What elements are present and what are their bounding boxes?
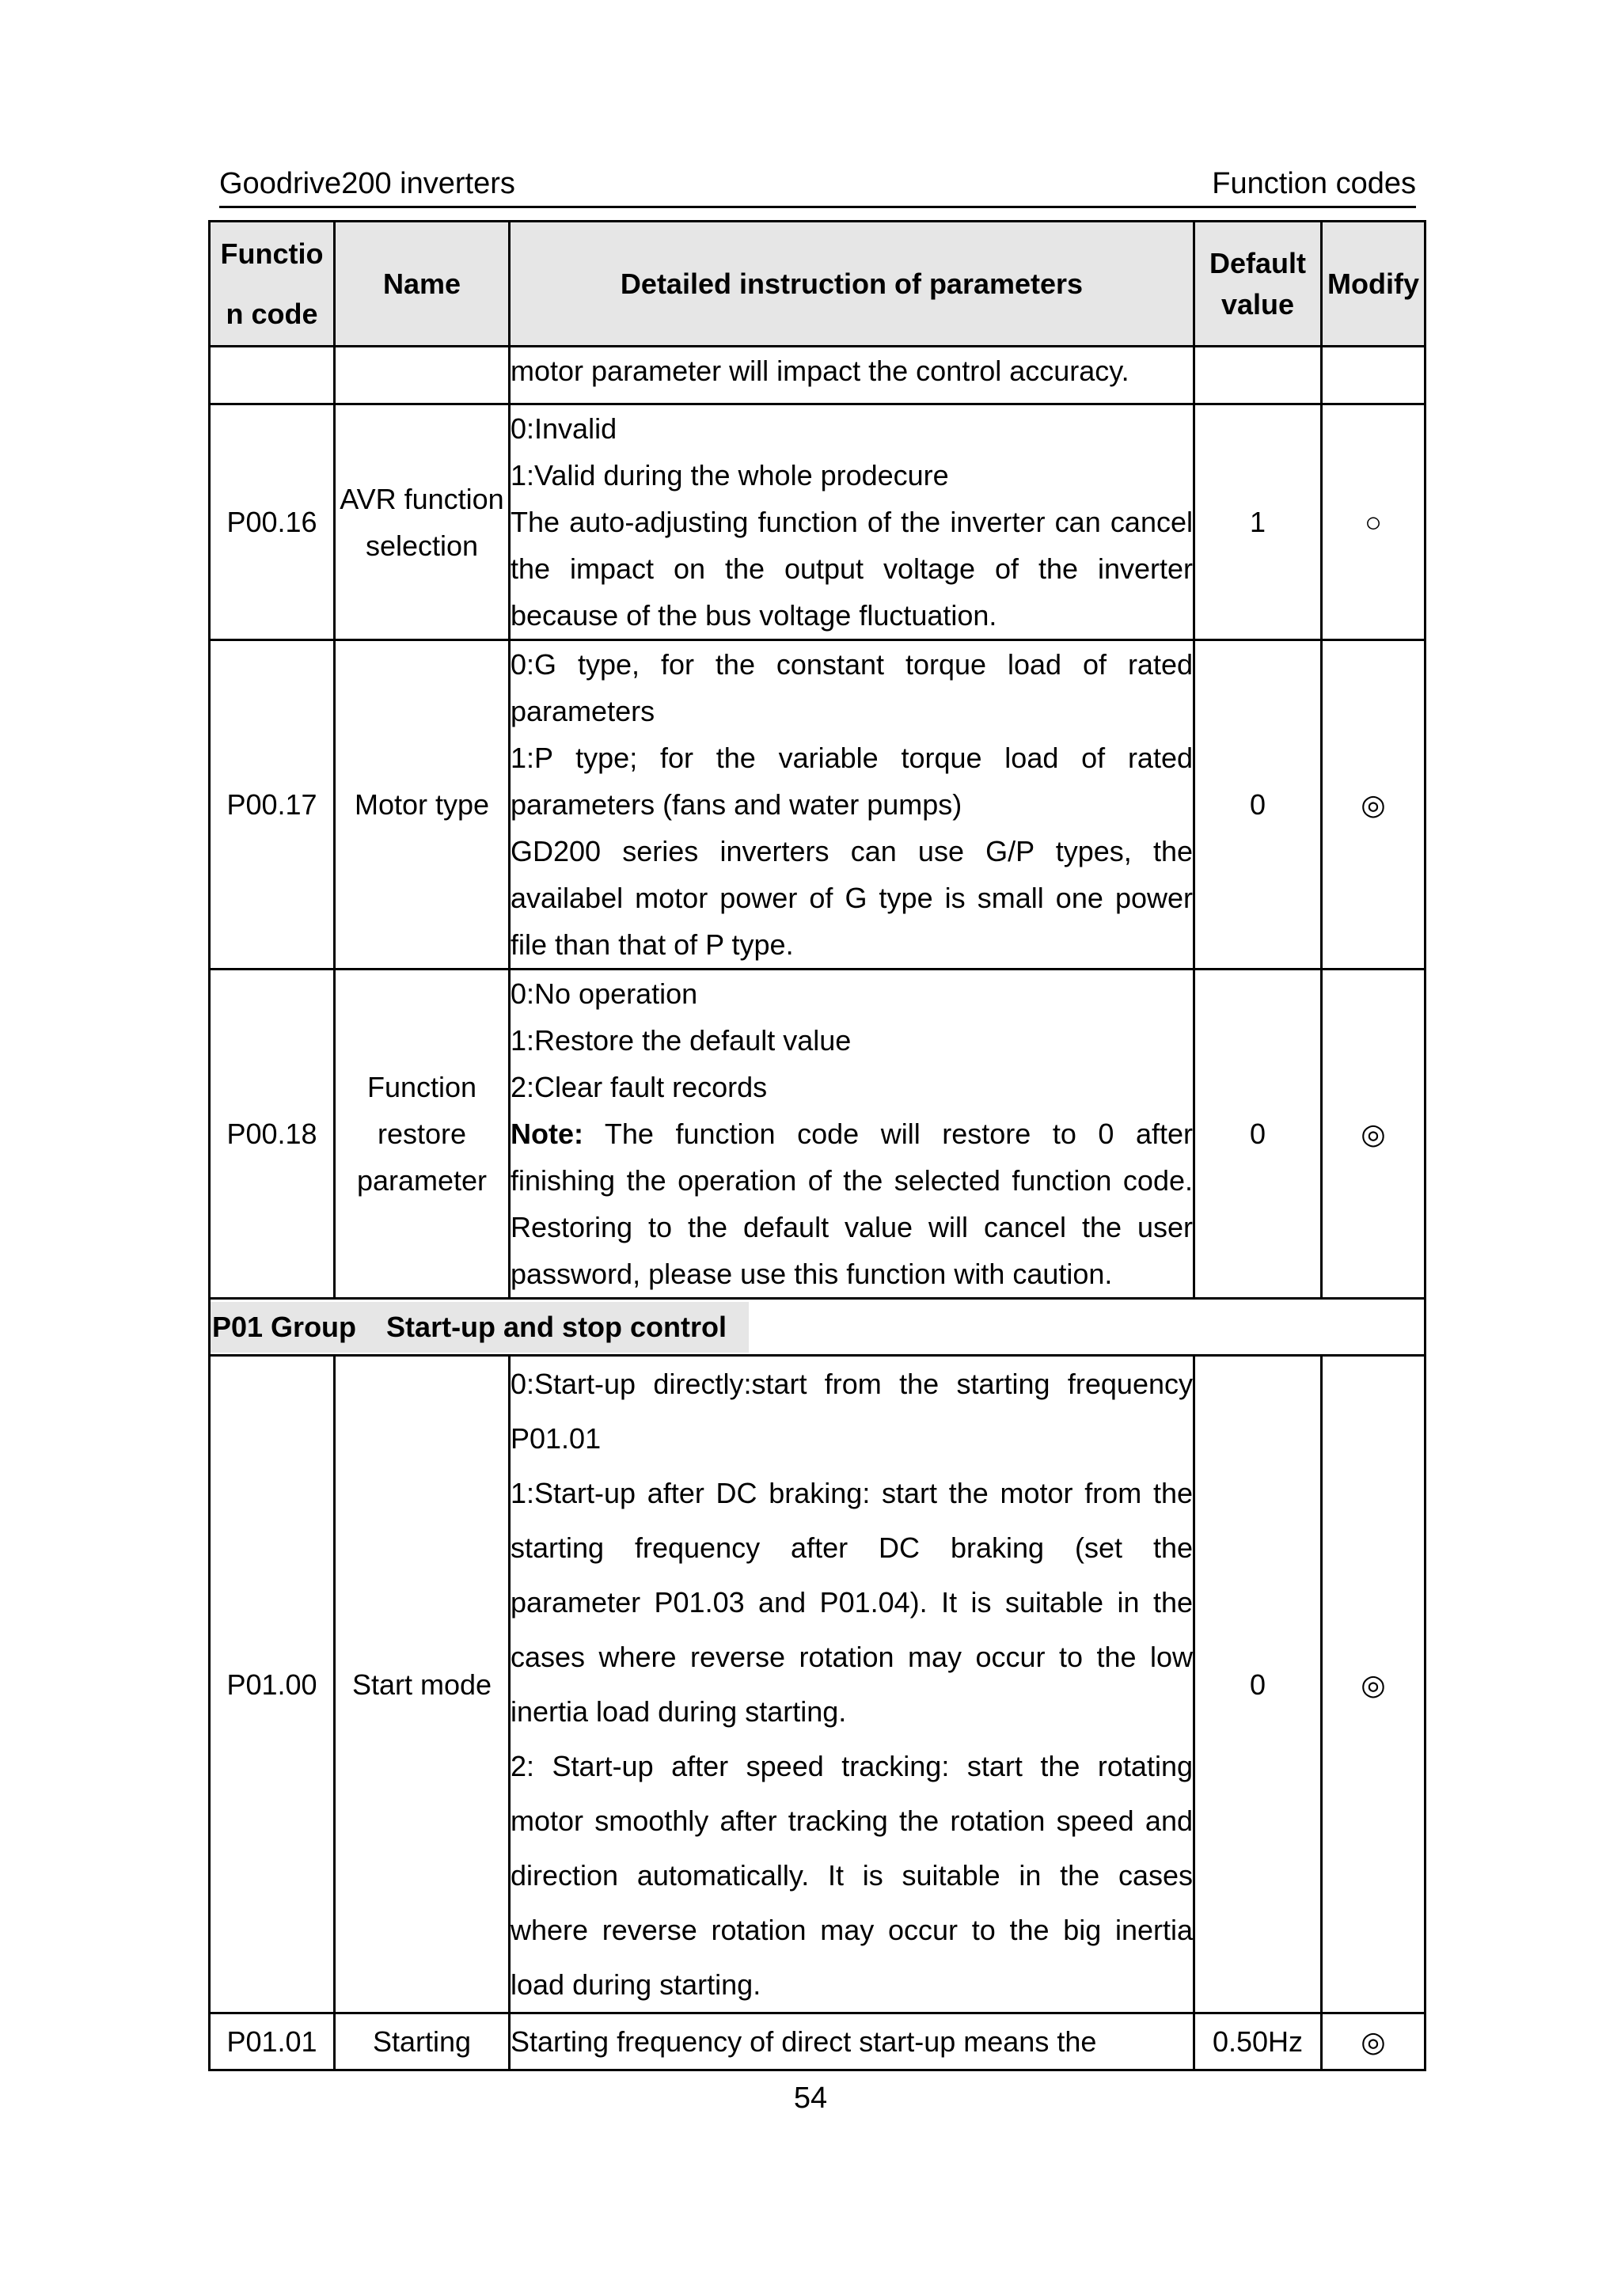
parameter-name: AVR function selection — [335, 404, 510, 640]
default-value: 0.50Hz — [1194, 2013, 1322, 2070]
document-title: Goodrive200 inverters — [219, 167, 515, 200]
description-line: 1:P type; for the variable torque load of rated parameters (fans and water pumps) — [511, 742, 1193, 821]
modify-symbol: ◎ — [1322, 2013, 1425, 2070]
group-header-row — [210, 1299, 1425, 1356]
description-line: 1:Valid during the whole prodecure — [511, 459, 949, 491]
parameter-table — [208, 220, 1426, 2071]
description-line: 0:G type, for the constant torque load of rated parameters — [511, 648, 1193, 727]
function-code: P00.16 — [210, 404, 335, 640]
empty-cell — [335, 347, 510, 404]
description-line: 0:No operation — [511, 977, 698, 1010]
empty-cell — [1322, 347, 1425, 404]
group-header — [210, 1299, 1425, 1356]
table-row-p00-18 — [210, 970, 1425, 1299]
note-paragraph — [511, 1110, 1193, 1297]
description-line: 1:Restore the default value — [511, 1024, 852, 1057]
description-line: GD200 series inverters can use G/P types, the availabel motor power of G type is small one power file than that of P type. — [511, 835, 1193, 961]
page-header — [219, 165, 1416, 208]
empty-cell — [210, 347, 335, 404]
table-row-p01-00 — [210, 1356, 1425, 2013]
section-title: Function codes — [1212, 167, 1416, 200]
modify-symbol: ◎ — [1322, 640, 1425, 970]
parameter-name: Function restore parameter — [335, 970, 510, 1299]
table-row-p01-01 — [210, 2013, 1425, 2070]
description-line: 0:Start-up directly:start from the starting frequency P01.01 — [511, 1368, 1193, 1455]
description-line: 1:Start-up after DC braking: start the motor from the starting frequency after DC braking (set the parameter P01.03 and P01.04). It is suitable in the cases where reverse rotation may occur to the low inertia load during starting. — [511, 1477, 1193, 1728]
description-line: The auto-adjusting function of the inverter can cancel the impact on the output voltage of the inverter because of the bus voltage fluctuation. — [511, 506, 1193, 632]
function-code: P01.00 — [210, 1356, 335, 2013]
default-value: 0 — [1194, 640, 1322, 970]
empty-cell — [1194, 347, 1322, 404]
column-header-default: Default value — [1194, 222, 1322, 347]
modify-symbol: ◎ — [1322, 970, 1425, 1299]
function-code: P00.17 — [210, 640, 335, 970]
group-label — [211, 1302, 749, 1353]
modify-symbol: ◎ — [1322, 1356, 1425, 2013]
column-header-name: Name — [335, 222, 510, 347]
group-title: Start-up and stop control — [386, 1310, 727, 1343]
parameter-name: Start mode — [335, 1356, 510, 2013]
note-text: The function code will restore to 0 after finishing the operation of the selected function code. Restoring to the default value will cancel the user password, please use this function with caution. — [511, 1118, 1193, 1290]
column-header-code: Functio n code — [210, 222, 335, 347]
parameter-name: Starting — [335, 2013, 510, 2070]
description-line: 2:Clear fault records — [511, 1071, 768, 1103]
description-line: 2: Start-up after speed tracking: start the rotating motor smoothly after tracking the rotation speed and direction automatically. It is suitable in the cases where reverse rotation may occur to the big inertia load during starting. — [511, 1750, 1193, 2001]
parameter-description — [510, 640, 1194, 970]
modify-symbol: ○ — [1322, 404, 1425, 640]
default-value: 0 — [1194, 1356, 1322, 2013]
page-number: 54 — [793, 2082, 828, 2115]
table-row — [210, 347, 1425, 404]
table-row-p00-16 — [210, 404, 1425, 640]
function-code: P01.01 — [210, 2013, 335, 2070]
note-label: Note: — [511, 1118, 583, 1150]
parameter-name: Motor type — [335, 640, 510, 970]
function-code: P00.18 — [210, 970, 335, 1299]
column-header-description: Detailed instruction of parameters — [510, 222, 1194, 347]
parameter-description: Starting frequency of direct start-up means the — [510, 2013, 1194, 2070]
default-value: 1 — [1194, 404, 1322, 640]
parameter-description — [510, 970, 1194, 1299]
parameter-description — [510, 404, 1194, 640]
parameter-description — [510, 1356, 1194, 2013]
table-row-p00-17 — [210, 640, 1425, 970]
continuation-text: motor parameter will impact the control accuracy. — [510, 347, 1194, 404]
table-header-row — [210, 222, 1425, 347]
description-line: 0:Invalid — [511, 412, 617, 445]
group-id: P01 Group — [212, 1310, 357, 1343]
column-header-modify: Modify — [1322, 222, 1425, 347]
default-value: 0 — [1194, 970, 1322, 1299]
